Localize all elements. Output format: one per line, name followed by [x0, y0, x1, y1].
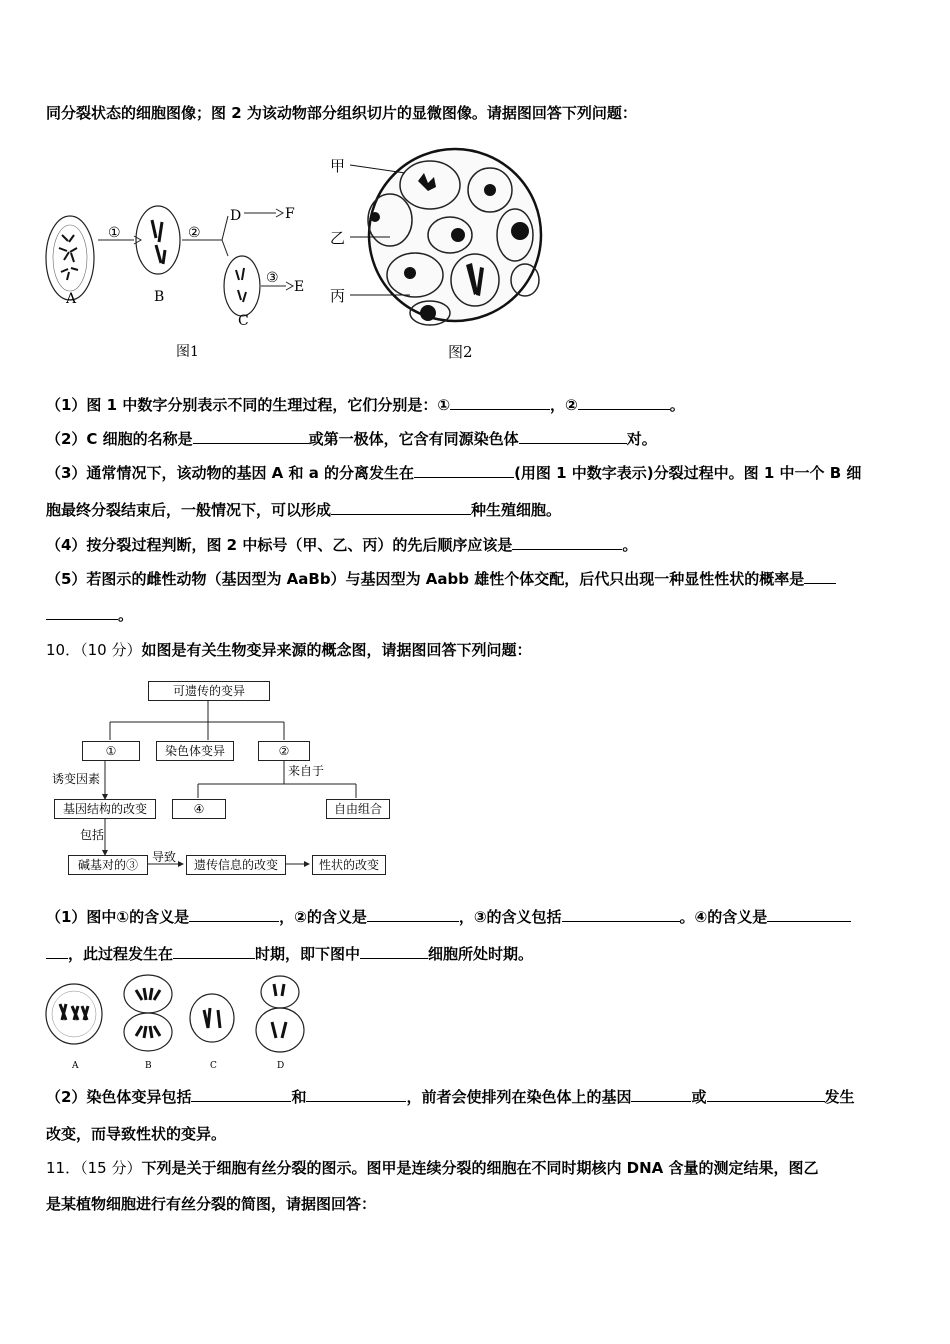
q11-line2: 是某植物细胞进行有丝分裂的简图，请据图回答：	[46, 1195, 377, 1213]
label-from: 来自于	[288, 764, 325, 778]
answer-blank[interactable]	[189, 907, 279, 922]
q11-title: 11．（15 分）下列是关于细胞有丝分裂的图示。图甲是连续分裂的细胞在不同时期核内 DNA 含量的测定结果，图乙	[46, 1159, 819, 1177]
cell-label-b: B	[145, 1061, 152, 1071]
fig2-caption: 图2	[448, 343, 473, 361]
figure-1	[44, 200, 314, 365]
cell-division-figure	[44, 974, 344, 1074]
variation-concept-diagram	[50, 678, 390, 878]
label-e: E	[294, 279, 305, 295]
cell-label-a: A	[72, 1061, 79, 1071]
answer-blank[interactable]	[804, 569, 836, 584]
answer-blank[interactable]	[306, 1087, 406, 1102]
box-trait-change: 性状的改变	[312, 855, 386, 875]
q10-sub1-line2: ，此过程发生在 时期，即下图中 细胞所处时期。	[46, 944, 533, 964]
q9-sub4: （4）按分裂过程判断，图 2 中标号（甲、乙、丙）的先后顺序应该是 。	[46, 536, 638, 554]
answer-blank[interactable]	[578, 395, 670, 410]
q10-sub2-line2: 改变，而导致性状的变异。	[46, 1125, 227, 1143]
q9-sub5-line2: 。	[46, 605, 133, 625]
answer-blank[interactable]	[519, 429, 627, 444]
label-lead: 导致	[152, 850, 177, 864]
label-b: B	[154, 289, 165, 305]
cell-c	[190, 994, 234, 1042]
box-genetic-info-change: 遗传信息的改变	[186, 855, 286, 875]
answer-blank[interactable]	[631, 1087, 691, 1102]
arrow-1-label: ①	[108, 225, 121, 241]
fig1-caption: 图1	[176, 344, 199, 360]
answer-blank[interactable]	[191, 1087, 291, 1102]
q9-sub1: （1）图 1 中数字分别表示不同的生理过程，它们分别是：① ，② 。	[46, 396, 685, 414]
q9-sub3-line1: （3）通常情况下，该动物的基因 A 和 a 的分离发生在 (用图 1 中数字表示)分裂过程中。图 1 中一个 B 细	[46, 464, 862, 482]
label-c: C	[238, 313, 249, 329]
arrow-3-label: ③	[266, 270, 279, 286]
cell-label-d: D	[277, 1061, 285, 1071]
cell-d	[261, 976, 299, 1008]
label-f: F	[285, 206, 295, 222]
answer-blank[interactable]	[367, 907, 459, 922]
label-yi: 乙	[330, 229, 346, 247]
answer-blank[interactable]	[331, 500, 471, 515]
box-base-pair: 碱基对的③	[68, 855, 148, 875]
label-mutagen: 诱变因素	[52, 772, 101, 786]
q10-sub1-line1: （1）图中①的含义是 ，②的含义是 ，③的含义包括 。④的含义是	[46, 907, 851, 927]
answer-blank[interactable]	[707, 1087, 825, 1102]
answer-blank[interactable]	[46, 944, 68, 959]
answer-blank[interactable]	[414, 463, 514, 478]
box-free-combination: 自由组合	[326, 799, 390, 819]
answer-blank[interactable]	[360, 944, 428, 959]
box-heritable-variation: 可遗传的变异	[148, 681, 270, 701]
answer-blank[interactable]	[450, 395, 550, 410]
q9-sub3-line2: 胞最终分裂结束后，一般情况下，可以形成 种生殖细胞。	[46, 501, 562, 519]
q9-sub2: （2）C 细胞的名称是 或第一极体，它含有同源染色体 对。	[46, 430, 657, 448]
answer-blank[interactable]	[562, 907, 680, 922]
answer-blank[interactable]	[193, 429, 309, 444]
answer-blank[interactable]	[46, 605, 118, 620]
box-chromosome-variation: 染色体变异	[156, 741, 234, 761]
answer-blank[interactable]	[173, 944, 255, 959]
box-2: ②	[258, 741, 310, 761]
label-bing: 丙	[330, 287, 346, 305]
q10-title: 10．（10 分）如图是有关生物变异来源的概念图，请据图回答下列问题：	[46, 641, 532, 659]
box-gene-structure-change: 基因结构的改变	[54, 799, 156, 819]
box-4: ④	[172, 799, 226, 819]
answer-blank[interactable]	[512, 535, 622, 550]
cell-c	[224, 256, 260, 316]
answer-blank[interactable]	[767, 907, 851, 922]
box-1: ①	[82, 741, 140, 761]
q9-sub5-line1: （5）若图示的雌性动物（基因型为 AaBb）与基因型为 Aabb 雄性个体交配，后代只出现一种显性性状的概率是	[46, 569, 836, 589]
arrow-2-label: ②	[188, 225, 201, 241]
q10-sub2-line1: （2）染色体变异包括 和 ，前者会使排列在染色体上的基因 或 发生	[46, 1088, 855, 1106]
figure-2	[330, 145, 560, 365]
label-jia: 甲	[330, 157, 346, 175]
label-a: A	[66, 291, 77, 307]
label-d: D	[230, 208, 242, 224]
cell-b	[124, 975, 172, 1013]
q9-intro: 同分裂状态的细胞图像；图 2 为该动物部分组织切片的显微图像。请据图回答下列问题：	[46, 104, 637, 122]
cell-label-c: C	[210, 1061, 217, 1071]
label-include: 包括	[80, 828, 105, 842]
